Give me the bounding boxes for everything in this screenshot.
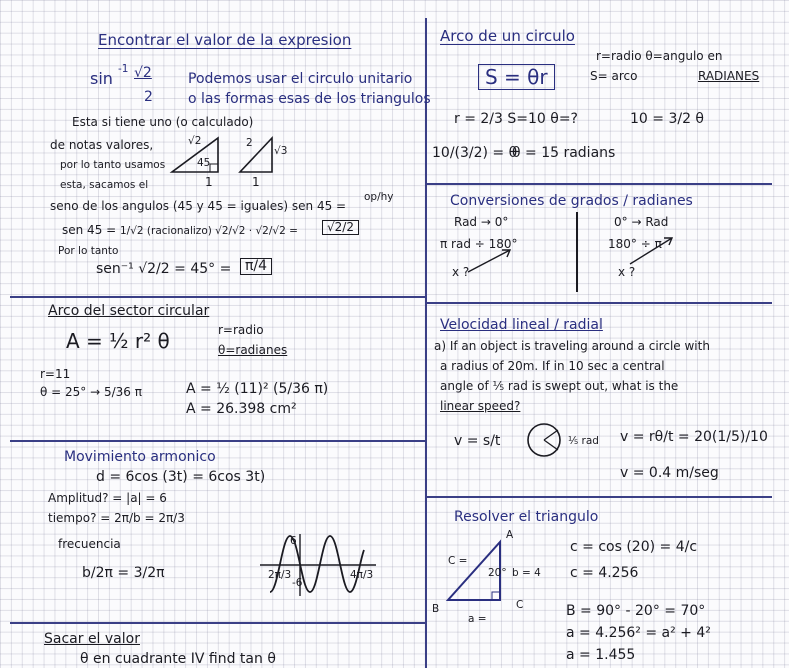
velocity-answer: v = 0.4 m/seg <box>620 465 719 481</box>
note-line: por lo tanto usamos <box>60 159 166 171</box>
note-line: esta, sacamos el <box>60 179 149 191</box>
triangle2-side: √3 <box>274 145 288 157</box>
expression-denominator: 2 <box>144 89 153 105</box>
final-result-boxed: π/4 <box>240 258 272 275</box>
sector-formula: A = ½ r² θ <box>66 329 170 353</box>
section-title: Encontrar el valor de la expresion <box>98 31 352 49</box>
divider-right-3 <box>427 496 772 498</box>
rad-to-deg: x ? <box>452 265 470 279</box>
angle-label: 20° <box>488 567 507 579</box>
right-triangle-diagram <box>440 536 520 606</box>
sector-answer: A = 26.398 cm² <box>186 401 297 417</box>
triangle-eq: a = 4.256² = a² + 4² <box>566 625 711 641</box>
section-title: Sacar el valor <box>44 631 140 647</box>
triangle1-hyp: √2 <box>188 135 202 147</box>
deg-to-rad: x ? <box>618 265 636 279</box>
cosine-graph <box>256 530 380 600</box>
note-line: o las formas esas de los triangulos <box>188 91 431 107</box>
given-values: r = 2/3 S=10 θ=? <box>454 111 578 127</box>
triangle-eq: a = 1.455 <box>566 647 636 663</box>
definition-line: S= arco <box>590 69 638 83</box>
triangle2-hyp: 2 <box>246 137 253 149</box>
definition-line: r=radio θ=angulo en <box>596 49 723 63</box>
therefore-label: Por lo tanto <box>58 245 119 257</box>
sen45-line: sen 45 = <box>62 223 117 237</box>
boxed-result: √2/2 <box>322 220 359 235</box>
definition-line: r=radio <box>218 323 264 337</box>
definition-line: θ=radianes <box>218 343 288 357</box>
given-values: r=11 <box>40 367 71 381</box>
problem-line: linear speed? <box>440 399 521 413</box>
section-title: Velocidad lineal / radial <box>440 317 603 333</box>
side-a-label: a = <box>468 613 487 625</box>
given-values: θ = 25° → 5/36 π <box>40 385 142 399</box>
triangle-eq: c = 4.256 <box>570 565 639 581</box>
graph-min-label: -6 <box>292 577 303 589</box>
deg-to-rad: 180° ÷ π <box>608 237 662 251</box>
divider-left-2 <box>10 440 425 442</box>
final-result: sen⁻¹ √2/2 = 45° = <box>96 261 232 277</box>
sen45-rationalize: 1/√2 (racionalizo) √2/√2 · √2/√2 = <box>120 225 298 237</box>
solve-step: 10 = 3/2 θ <box>630 111 704 127</box>
side-c-label: C = <box>448 555 468 567</box>
harmonic-equation: d = 6cos (3t) = 6cos 3t) <box>96 469 266 485</box>
deg-to-rad: 0° → Rad <box>614 215 669 229</box>
vertex-c: C <box>516 599 524 611</box>
arc-answer: θ = 15 radians <box>512 145 616 161</box>
triangle1-angle: 45 <box>197 157 211 169</box>
section-title: Arco de un circulo <box>440 27 575 45</box>
circle-sector-icon <box>524 420 564 460</box>
triangle1-base: 1 <box>205 175 213 189</box>
divider-right-2 <box>427 302 772 304</box>
cross-multiply-arrow-icon <box>466 246 516 276</box>
problem-line: a) If an object is traveling around a circle with <box>434 339 710 353</box>
velocity-calc: v = rθ/t = 20(1/5)/10 <box>620 429 768 445</box>
section-title: Conversiones de grados / radianes <box>450 193 693 209</box>
vertex-a: A <box>506 529 514 541</box>
velocity-formula: v = s/t <box>454 433 501 449</box>
rad-to-deg: Rad → 0° <box>454 215 509 229</box>
problem-line: a radius of 20m. If in 10 sec a central <box>440 359 665 373</box>
amplitude-line: Amplitud? = |a| = 6 <box>48 491 167 505</box>
triangle-eq: c = cos (20) = 4/c <box>570 539 698 555</box>
note-line: Podemos usar el circulo unitario <box>188 71 413 87</box>
sector-calc: A = ½ (11)² (5/36 π) <box>186 381 329 397</box>
problem-line: angle of ⅕ rad is swept out, what is the <box>440 379 679 393</box>
graph-tick-right: 4π/3 <box>350 569 374 581</box>
expression-sin: sin <box>90 69 113 88</box>
graph-tick-left: 2π/3 <box>268 569 292 581</box>
divider-left-1 <box>10 296 425 298</box>
side-b-label: b = 4 <box>512 567 541 579</box>
divider-left-3 <box>10 622 425 624</box>
frequency-label: frecuencia <box>58 537 121 551</box>
section-title: Movimiento armonico <box>64 449 216 465</box>
frequency-result: b/2π = 3/2π <box>82 565 165 581</box>
triangle-eq: B = 90° - 20° = 70° <box>566 603 706 619</box>
triangle2-base: 1 <box>252 175 260 189</box>
section-title: Arco del sector circular <box>48 303 210 319</box>
divider-right-1 <box>427 183 772 185</box>
arc-formula-boxed: S = θr <box>478 64 555 90</box>
cross-multiply-arrow-icon <box>628 236 678 266</box>
sector-angle-label: ⅕ rad <box>568 435 599 447</box>
divider-right-vert-conversions <box>576 212 578 292</box>
rad-to-deg: π rad ÷ 180° <box>440 237 518 251</box>
expression-numerator: √2 <box>134 65 152 81</box>
radianes-label: RADIANES <box>698 69 760 83</box>
problem-line: θ en cuadrante IV find tan θ <box>80 651 276 667</box>
graph-max-label: 6 <box>290 535 297 547</box>
vertical-divider <box>425 18 427 668</box>
section-title: Resolver el triangulo <box>454 509 599 525</box>
expression-exponent: -1 <box>118 63 129 75</box>
solve-step: 10/(3/2) = θ <box>432 145 518 161</box>
note-line: de notas valores, <box>50 138 154 152</box>
vertex-b: B <box>432 603 440 615</box>
note-line: seno de los angulos (45 y 45 = iguales) sen 45 = <box>50 199 347 213</box>
note-line: Esta si tiene uno (o calculado) <box>72 115 254 129</box>
op-hy-fraction: op/hy <box>364 191 394 203</box>
period-line: tiempo? = 2π/b = 2π/3 <box>48 511 185 525</box>
